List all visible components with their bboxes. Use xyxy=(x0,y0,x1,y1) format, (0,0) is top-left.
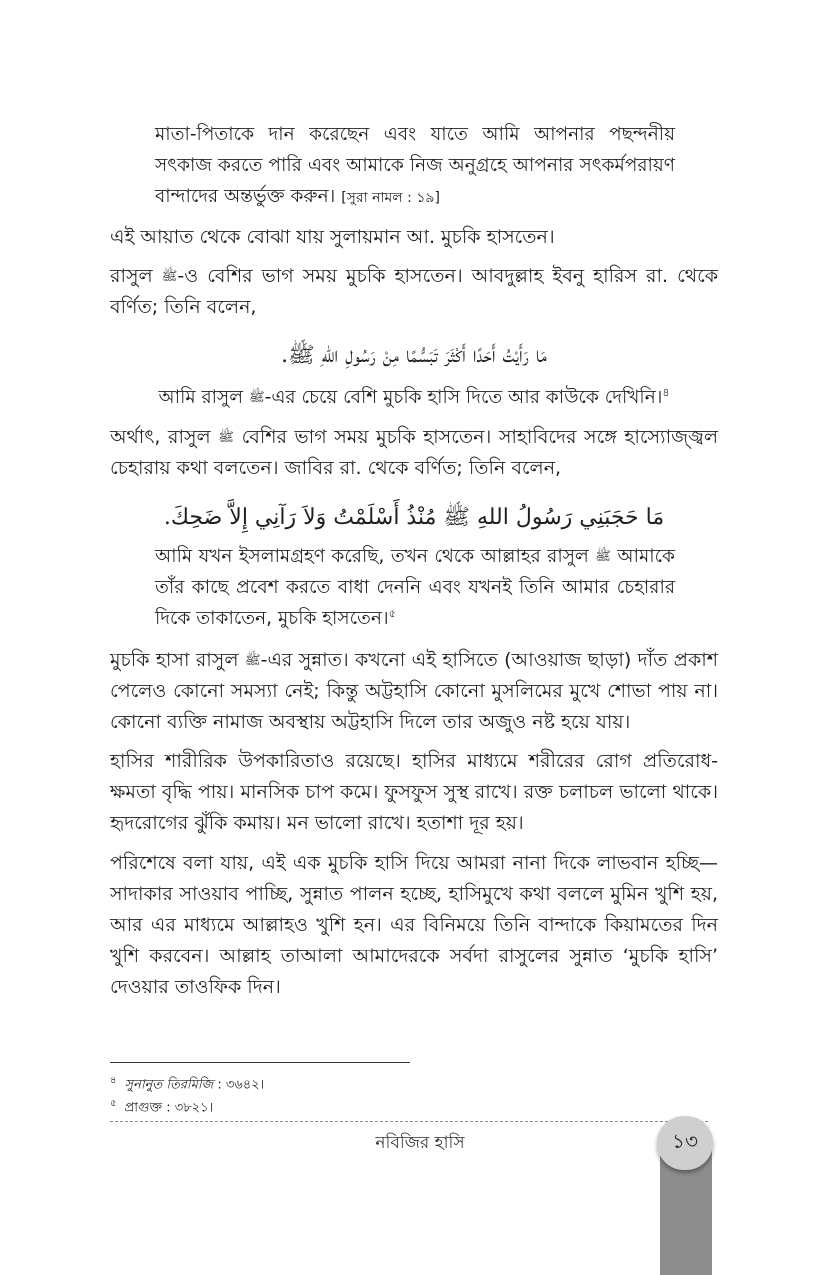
paragraph-2: রাসুল ﷺ-ও বেশির ভাগ সময় মুচকি হাসতেন। আবদুল্লাহ ইবনু হারিস রা. থেকে বর্ণিত; তিনি বলেন, xyxy=(110,265,718,318)
translation-1: আমি রাসুল ﷺ-এর চেয়ে বেশি মুচকি হাসি দিতে আর কাউকে দেখিনি।$^৪$ xyxy=(158,385,670,408)
citation: [সুরা নামল : ১৯] xyxy=(341,190,440,206)
running-title: নবিজির হাসি xyxy=(375,1133,465,1153)
paragraph-4: মুচকি হাসা রাসুল ﷺ-এর সুন্নাত। কখনো এই হাসিতে (আওয়াজ ছাড়া) দাঁত প্রকাশ পেলেও কোনো সমস্যা নেই; কিন্তু অট্টহাসি কোনো মুসলিমের মুখে শোভা পায় না। কোনো ব্যক্তি নামাজ অবস্থায় অট্টহাসি দিলে তার অজুও নষ্ট হয়ে যায়। xyxy=(110,649,718,733)
footnote-ref[interactable]: ৫ xyxy=(388,606,396,620)
salawat-symbol: ﷺ xyxy=(244,653,261,668)
footer-divider xyxy=(110,1121,708,1122)
salawat-symbol: ﷺ xyxy=(595,549,611,564)
quote-block-2: আমি যখন ইসলামগ্রহণ করেছি, তখন থেকে আল্লাহর রাসুল ﷺ আমাকে তাঁর কাছে প্রবেশ করতে বাধা দেননি এবং যখনই তিনি আমার চেহারার দিকে তাকাতেন, মুচকি হাসতেন।$^৫$ xyxy=(155,546,676,629)
arabic-hadith-2: مَا حَجَبَنِي رَسُولُ اللهِ ﷺ مُنْذُ أَسْلَمْتُ وَلاَ رَآنِي إِلاَّ ضَحِكَ. xyxy=(163,505,665,530)
salawat-symbol: ﷺ xyxy=(161,269,178,284)
salawat-symbol: ﷺ xyxy=(218,430,234,445)
arabic-hadith-1: مَا رَأَيْتُ أَحَدًا أَكْثَرَ تَبَسُّمًا مِنْ رَسُولِ اللهِ ﷺ. xyxy=(281,343,547,368)
footnote-4: $^৪$ সুনানুত তিরমিজি : ৩৬৪২। xyxy=(110,1075,265,1093)
footnote-5: $^৫$ প্রাগুক্ত : ৩৮২১। xyxy=(110,1098,214,1116)
salawat-symbol: ﷺ xyxy=(248,390,265,405)
paragraph-1: এই আয়াত থেকে বোঝা যায় সুলায়মান আ. মুচকি হাসতেন। xyxy=(110,226,555,248)
quote-text: মাতা-পিতাকে দান করেছেন এবং যাতে আমি আপনার পছন্দনীয় সৎকাজ করতে পারি এবং আমাকে নিজ অনুগ্রহে আপনার সৎকর্মপরায়ণ বান্দাদের অন্তর্ভুক্ত করুন। xyxy=(155,124,675,207)
footnote-source: সুনানুত তিরমিজি xyxy=(124,1077,214,1093)
paragraph-6: পরিশেষে বলা যায়, এই এক মুচকি হাসি দিয়ে আমরা নানা দিকে লাভবান হচ্ছি—সাদাকার সাওয়াব পাচ্ছি, সুন্নাত পালন হচ্ছে, হাসিমুখে কথা বললে মুমিন খুশি হয়, আর এর মাধ্যমে আল্লাহও খুশি হন। এর বিনিময়ে তিনি বান্দাকে কিয়ামতের দিন খুশি করবেন। আল্লাহ তাআলা আমাদেরকে সর্বদা রাসুলের সুন্নাত ‘মুচকি হাসি’ দেওয়ার তাওফিক দিন। xyxy=(110,852,718,998)
page-number: ১৩ xyxy=(657,1116,713,1170)
footnote-divider xyxy=(110,1062,410,1063)
footnote-ref[interactable]: ৪ xyxy=(662,385,670,399)
paragraph-5: হাসির শারীরিক উপকারিতাও রয়েছে। হাসির মাধ্যমে শরীরের রোগ প্রতিরোধ-ক্ষমতা বৃদ্ধি পায়। মানসিক চাপ কমে। ফুসফুস সুস্থ রাখে। রক্ত চলাচল ভালো থাকে। হৃদরোগের ঝুঁকি কমায়। মন ভালো রাখে। হতাশা দূর হয়। xyxy=(110,750,718,834)
quote-block-1 xyxy=(155,119,675,214)
paragraph-3: অর্থাৎ, রাসুল ﷺ বেশির ভাগ সময় মুচকি হাসতেন। সাহাবিদের সঙ্গে হাস্যোজ্জ্বল চেহারায় কথা বলতেন। জাবির রা. থেকে বর্ণিত; তিনি বলেন, xyxy=(110,426,719,479)
